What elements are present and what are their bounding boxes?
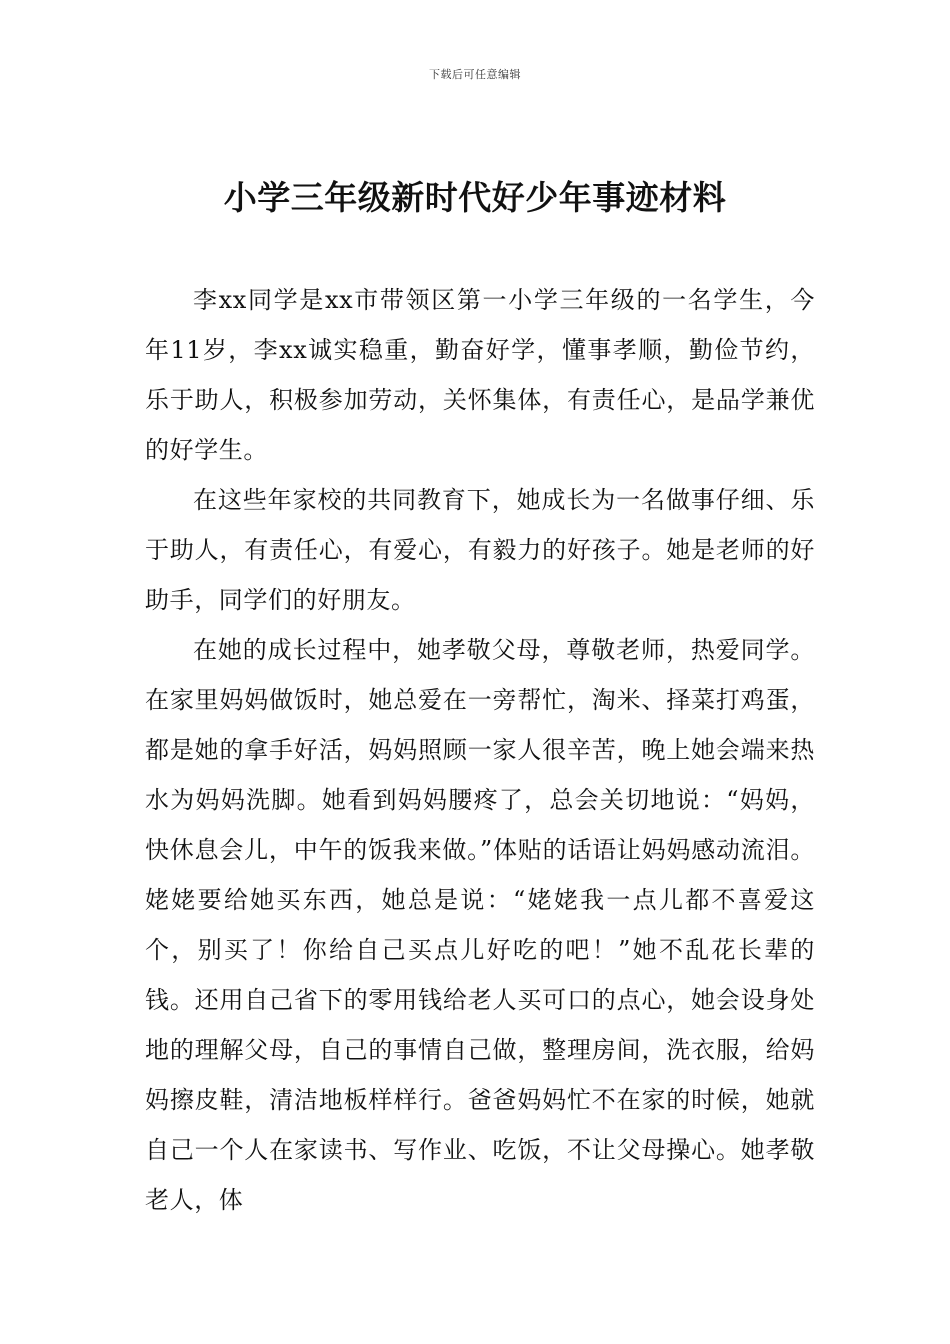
paragraph-3: 在她的成长过程中，她孝敬父母，尊敬老师，热爱同学。在家里妈妈做饭时，她总爱在一旁帮忙，淘米、择菜打鸡蛋，都是她的拿手好活，妈妈照顾一家人很辛苦，晚上她会端来热水为妈妈洗脚。她看到妈妈腰疼了，总会关切地说：“妈妈，快休息会儿，中午的饭我来做。”体贴的话语让妈妈感动流泪。姥姥要给她买东西，她总是说：“姥姥我一点儿都不喜爱这个，别买了！你给自己买点儿好吃的吧！”她不乱花长辈的钱。还用自己省下的零用钱给老人买可口的点心，她会设身处地的理解父母，自己的事情自己做，整理房间，洗衣服，给妈妈擦皮鞋，清洁地板样样行。爸爸妈妈忙不在家的时候，她就自己一个人在家读书、写作业、吃饭，不让父母操心。她孝敬老人，体	[145, 636, 815, 1214]
paragraph-2: 在这些年家校的共同教育下，她成长为一名做事仔细、乐于助人，有责任心，有爱心，有毅力的好孩子。她是老师的好助手，同学们的好朋友。	[145, 486, 815, 614]
document-body	[145, 275, 815, 1225]
paragraph-1: 李xx同学是xx市带领区第一小学三年级的一名学生，今年11岁，李xx诚实稳重，勤奋好学，懂事孝顺，勤俭节约，乐于助人，积极参加劳动，关怀集体，有责任心，是品学兼优的好学生。	[145, 286, 815, 464]
page-header-note: 下载后可任意编辑	[429, 68, 521, 81]
document-title: 小学三年级新时代好少年事迹材料	[223, 178, 727, 217]
